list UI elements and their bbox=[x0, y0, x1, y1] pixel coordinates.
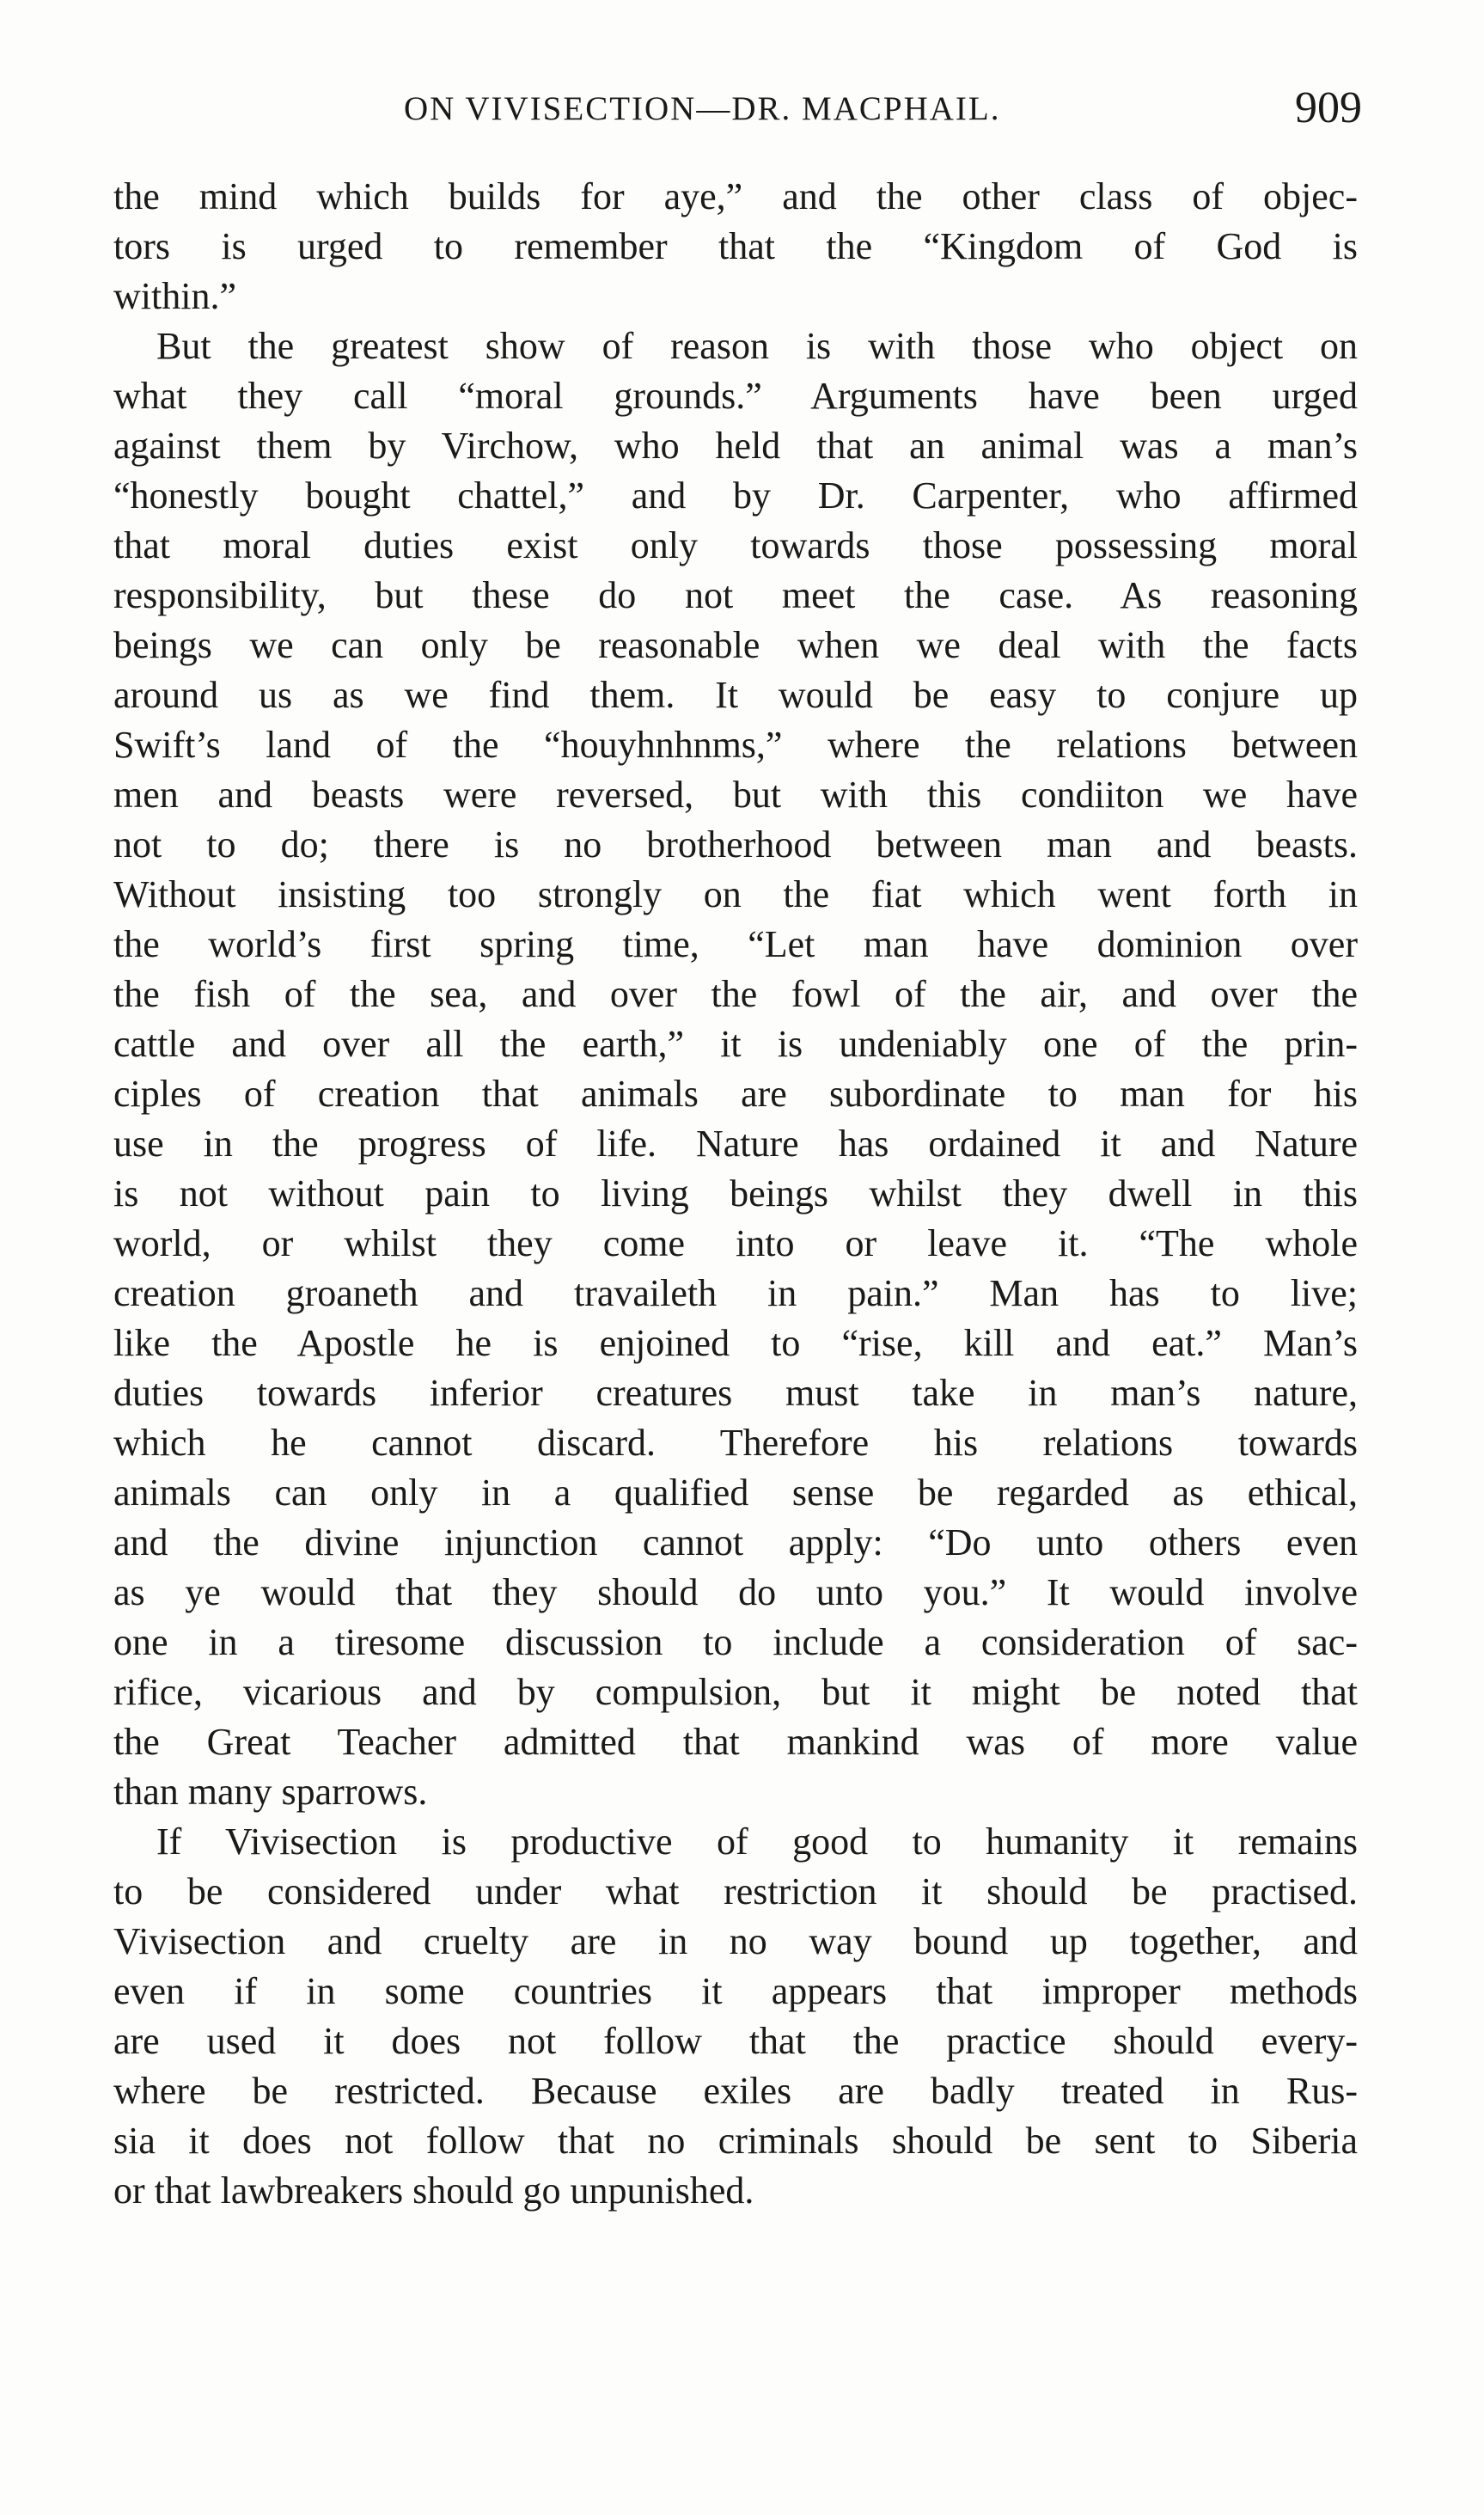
text-line: animals can only in a qualified sense be regarded as ethical, bbox=[113, 1472, 1358, 1514]
text-line: beings we can only be reasonable when we deal with the facts bbox=[113, 624, 1358, 666]
text-line: responsibility, but these do not meet the case. As reasoning bbox=[113, 574, 1358, 616]
text-line: where be restricted. Because exiles are badly treated in Rus- bbox=[113, 2070, 1358, 2112]
text-line: the fish of the sea, and over the fowl of the air, and over the bbox=[113, 973, 1358, 1015]
text-line: or that lawbreakers should go unpunished. bbox=[113, 2169, 754, 2212]
text-line: rifice, vicarious and by compulsion, but it might be noted that bbox=[113, 1671, 1358, 1713]
text-line: which he cannot discard. Therefore his relations towards bbox=[113, 1422, 1358, 1464]
text-line: cattle and over all the earth,” it is undeniably one of the prin- bbox=[113, 1023, 1358, 1065]
text-line: around us as we find them. It would be easy to conjure up bbox=[113, 674, 1358, 716]
running-head bbox=[0, 83, 1484, 134]
text-line: men and beasts were reversed, but with this condiiton we have bbox=[113, 774, 1358, 816]
text-line: than many sparrows. bbox=[113, 1771, 428, 1813]
text-line: tors is urged to remember that the “Kingdom of God is bbox=[113, 225, 1358, 267]
text-line: within.” bbox=[113, 275, 236, 317]
text-line: the mind which builds for aye,” and the other class of objec- bbox=[113, 175, 1358, 217]
text-line: against them by Virchow, who held that an animal was a man’s bbox=[113, 425, 1358, 467]
text-line: as ye would that they should do unto you.” It would involve bbox=[113, 1571, 1358, 1613]
text-line: Without insisting too strongly on the fiat which went forth in bbox=[113, 873, 1358, 915]
body-text bbox=[113, 172, 1358, 2216]
text-line: like the Apostle he is enjoined to “rise, kill and eat.” Man’s bbox=[113, 1322, 1358, 1364]
text-line: and the divine injunction cannot apply: “Do unto others even bbox=[113, 1521, 1358, 1563]
text-line: ciples of creation that animals are subordinate to man for his bbox=[113, 1073, 1358, 1115]
text-line: the Great Teacher admitted that mankind was of more value bbox=[113, 1721, 1358, 1763]
text-line: even if in some countries it appears that improper methods bbox=[113, 1970, 1358, 2012]
text-line: the world’s first spring time, “Let man have dominion over bbox=[113, 923, 1358, 965]
text-line: sia it does not follow that no criminals should be sent to Siberia bbox=[113, 2120, 1358, 2162]
text-line: one in a tiresome discussion to include a consideration of sac- bbox=[113, 1621, 1358, 1663]
text-line: But the greatest show of reason is with those who object on bbox=[156, 325, 1358, 367]
text-line: Vivisection and cruelty are in no way bound up together, and bbox=[113, 1920, 1358, 1962]
text-line: “honestly bought chattel,” and by Dr. Carpenter, who affirmed bbox=[113, 474, 1358, 517]
text-line: to be considered under what restriction it should be practised. bbox=[113, 1870, 1358, 1912]
text-line: are used it does not follow that the practice should every- bbox=[113, 2020, 1358, 2062]
text-line: use in the progress of life. Nature has ordained it and Nature bbox=[113, 1123, 1358, 1165]
text-line: that moral duties exist only towards those possessing moral bbox=[113, 524, 1358, 566]
page-number: 909 bbox=[1295, 83, 1362, 132]
text-line: what they call “moral grounds.” Arguments have been urged bbox=[113, 375, 1358, 417]
text-line: not to do; there is no brotherhood between man and beasts. bbox=[113, 823, 1358, 866]
running-title: ON VIVISECTION—DR. MACPHAIL. bbox=[404, 90, 1001, 127]
text-line: world, or whilst they come into or leave it. “The whole bbox=[113, 1222, 1358, 1264]
text-line: duties towards inferior creatures must take in man’s nature, bbox=[113, 1372, 1358, 1414]
text-line: Swift’s land of the “houyhnhnms,” where the relations between bbox=[113, 724, 1358, 766]
text-line: creation groaneth and travaileth in pain.” Man has to live; bbox=[113, 1272, 1358, 1314]
text-line: If Vivisection is productive of good to humanity it remains bbox=[156, 1820, 1358, 1863]
text-line: is not without pain to living beings whilst they dwell in this bbox=[113, 1172, 1358, 1215]
